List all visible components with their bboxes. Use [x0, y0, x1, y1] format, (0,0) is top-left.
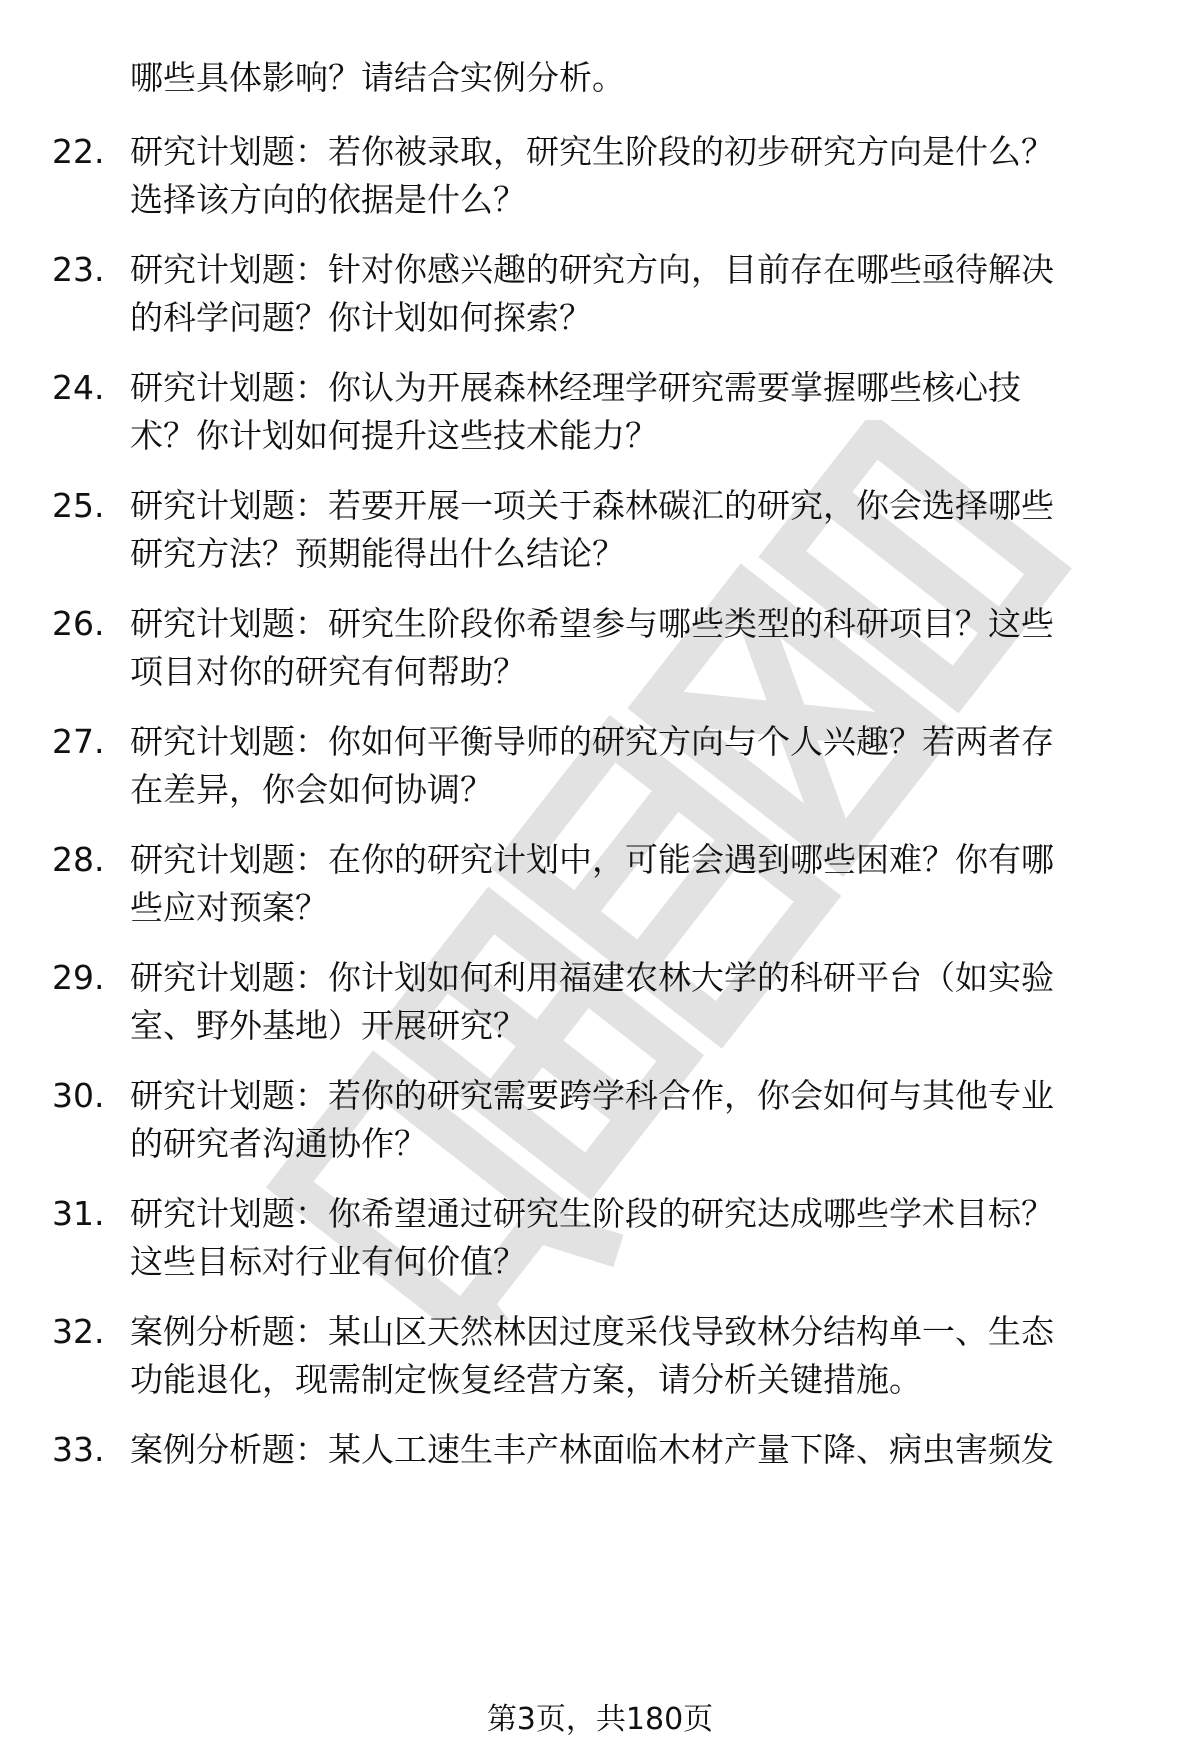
item-number: 23. — [52, 250, 105, 289]
item-number: 28. — [52, 840, 105, 879]
page-footer: 第3页，共180页 — [486, 1702, 714, 1737]
item-number: 31. — [52, 1194, 105, 1233]
item-number: 33. — [52, 1430, 105, 1469]
item-number: 24. — [52, 368, 105, 407]
item-text: 研究计划题：你如何平衡导师的研究方向与个人兴趣？若两者存 在差异，你会如何协调？ — [130, 722, 1054, 809]
item-text: 研究计划题：你计划如何利用福建农林大学的科研平台（如实验 室、野外基地）开展研究？ — [130, 958, 1054, 1045]
item-text: 哪些具体影响？请结合实例分析。 — [130, 58, 625, 97]
item-number: 29. — [52, 958, 105, 997]
item-number: 25. — [52, 486, 105, 525]
item-number: 32. — [52, 1312, 105, 1351]
item-number: 30. — [52, 1076, 105, 1115]
item-text: 研究计划题：你希望通过研究生阶段的研究达成哪些学术目标？ 这些目标对行业有何价值？ — [130, 1194, 1054, 1281]
item-text: 案例分析题：某山区天然林因过度采伐导致林分结构单一、生态 功能退化，现需制定恢复经营方案，请分析关键措施。 — [130, 1312, 1054, 1399]
item-text: 研究计划题：针对你感兴趣的研究方向，目前存在哪些亟待解决 的科学问题？你计划如何探索？ — [130, 250, 1054, 337]
item-number: 26. — [52, 604, 105, 643]
item-number: 27. — [52, 722, 105, 761]
item-text: 研究计划题：若你的研究需要跨学科合作，你会如何与其他专业 的研究者沟通协作？ — [130, 1076, 1054, 1163]
item-text: 研究计划题：若要开展一项关于森林碳汇的研究，你会选择哪些 研究方法？预期能得出什么结论？ — [130, 486, 1054, 573]
item-text: 研究计划题：研究生阶段你希望参与哪些类型的科研项目？这些 项目对你的研究有何帮助？ — [130, 604, 1054, 691]
item-number: 22. — [52, 132, 105, 171]
item-text: 研究计划题：在你的研究计划中，可能会遇到哪些困难？你有哪 些应对预案？ — [130, 840, 1054, 927]
item-text: 研究计划题：你认为开展森林经理学研究需要掌握哪些核心技 术？你计划如何提升这些技术能力？ — [130, 368, 1021, 455]
item-text: 案例分析题：某人工速生丰产林面临木材产量下降、病虫害频发 — [130, 1430, 1054, 1469]
item-text: 研究计划题：若你被录取，研究生阶段的初步研究方向是什么？ 选择该方向的依据是什么？ — [130, 132, 1054, 219]
